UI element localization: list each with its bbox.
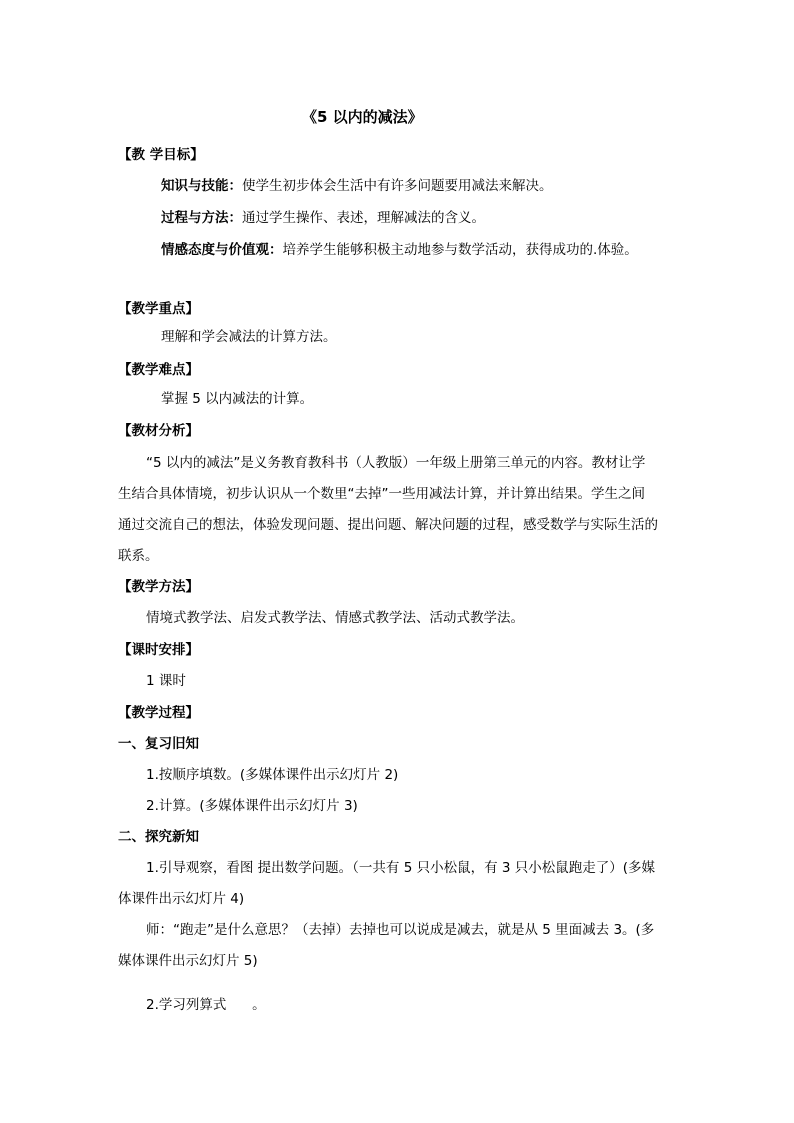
heading-methods: 【教学方法】 [118, 579, 199, 595]
heading-difficulties: 【教学难点】 [118, 362, 199, 378]
goal-knowledge [161, 177, 553, 195]
schedule-text: 1 课时 [146, 673, 186, 689]
material-line: 生结合具体情境，初步认识从一个数里“去掉”一些用减法计算，并计算出结果。学生之间 [118, 486, 645, 502]
goal-emotion-text: 培养学生能够积极主动地参与数学活动，获得成功的.体验。 [282, 242, 638, 258]
goal-knowledge-text: 使学生初步体会生活中有许多问题要用减法来解决。 [242, 178, 553, 194]
material-line: “5 以内的减法”是义务教育教科书（人教版）一年级上册第三单元的内容。教材让学 [146, 455, 646, 471]
explore-item-line: 1.引导观察，看图 提出数学问题。（一共有 5 只小松鼠，有 3 只小松鼠跑走了）(多媒 [146, 860, 656, 876]
document-title: 《5 以内的减法》 [302, 108, 423, 126]
material-line: 联系。 [118, 548, 159, 564]
goal-emotion-label: 情感态度与价值观： [161, 242, 283, 258]
heading-material: 【教材分析】 [118, 423, 199, 439]
key-points-text: 理解和学会减法的计算方法。 [161, 329, 337, 345]
difficulties-text: 掌握 5 以内减法的计算。 [161, 391, 314, 407]
goal-process-label: 过程与方法： [161, 210, 242, 226]
methods-text: 情境式教学法、启发式教学法、情感式教学法、活动式教学法。 [146, 610, 524, 626]
heading-teaching-goals: 【教 学目标】 [118, 147, 204, 163]
heading-process: 【教学过程】 [118, 705, 199, 721]
goal-process [161, 209, 485, 227]
heading-schedule: 【课时安排】 [118, 642, 199, 658]
teacher-line: 师：“跑走”是什么意思？（去掉）去掉也可以说成是减去，就是从 5 里面减去 3。(多 [146, 922, 655, 938]
review-item: 1.按顺序填数。(多媒体课件出示幻灯片 2) [146, 767, 399, 783]
goal-knowledge-label: 知识与技能： [161, 178, 242, 194]
goal-emotion [161, 241, 638, 259]
goal-process-text: 通过学生操作、表述，理解减法的含义。 [242, 210, 485, 226]
explore-item-line: 体课件出示幻灯片 4) [118, 891, 245, 907]
material-line: 通过交流自己的想法，体验发现问题、提出问题、解决问题的过程，感受数学与实际生活的 [118, 517, 658, 533]
section-review-heading: 一、复习旧知 [118, 736, 199, 752]
heading-key-points: 【教学重点】 [118, 301, 199, 317]
section-explore-heading: 二、探究新知 [118, 829, 199, 845]
review-item: 2.计算。(多媒体课件出示幻灯片 3) [146, 798, 358, 814]
explore-item-2: 2.学习列算式 。 [146, 997, 266, 1013]
teacher-line: 媒体课件出示幻灯片 5) [118, 953, 258, 969]
